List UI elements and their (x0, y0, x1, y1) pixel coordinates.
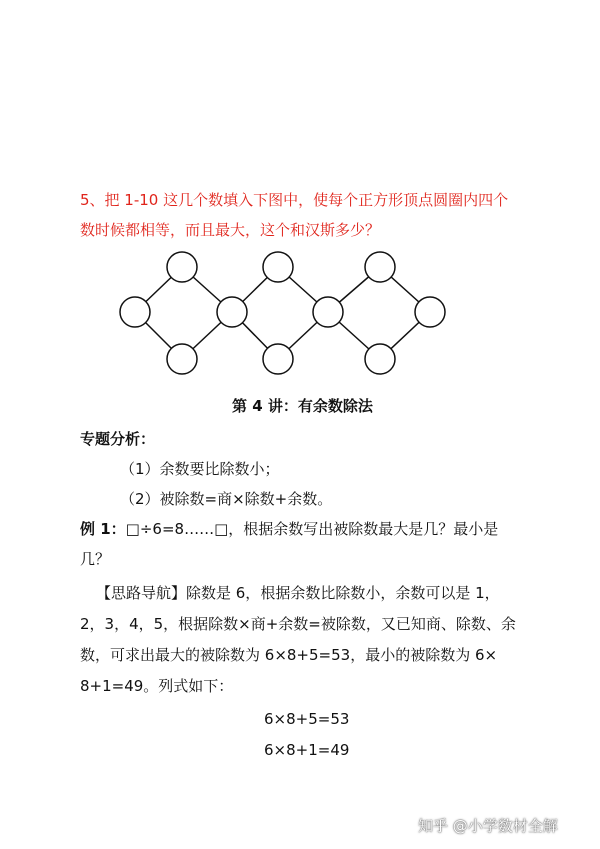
example1-line1 (80, 519, 498, 539)
circle-bottom-2 (263, 344, 293, 374)
equation-2: 6×8+1=49 (264, 741, 350, 759)
guide-line1: 【思路导航】除数是 6，根据余数比除数小，余数可以是 1， (96, 584, 500, 602)
circle-top-3 (365, 252, 395, 282)
circle-left-1 (120, 297, 150, 327)
guide-line4: 8+1=49。列式如下： (80, 677, 234, 695)
analysis-point-2: （2）被除数=商×除数+余数。 (120, 490, 333, 508)
analysis-point-1: （1）余数要比除数小； (120, 460, 280, 478)
guide-line3: 数，可求出最大的被除数为 6×8+5=53，最小的被除数为 6× (80, 646, 498, 664)
problem5-line2: 数时候都相等，而且最大，这个和汉斯多少？ (80, 221, 381, 239)
circle-top-1 (167, 252, 197, 282)
guide-line2: 2，3，4，5，根据除数×商+余数=被除数，又已知商、除数、余 (80, 615, 516, 633)
equation-1: 6×8+5=53 (264, 710, 350, 728)
circle-bottom-3 (365, 344, 395, 374)
lesson-title: 第 4 讲：有余数除法 (232, 397, 373, 415)
problem5-line1: 5、把 1-10 这几个数填入下图中，使每个正方形顶点圆圈内四个 (80, 191, 509, 209)
example1-line2: 几？ (80, 550, 111, 568)
circle-bottom-1 (167, 344, 197, 374)
zhihu-watermark: 知乎 @小学数材全解 (418, 817, 558, 835)
circle-top-2 (263, 252, 293, 282)
analysis-heading: 专题分析： (80, 430, 156, 448)
example-label: 例 1： (80, 520, 126, 538)
vertex-circles (120, 252, 445, 374)
circle-shared-2-3 (313, 297, 343, 327)
example-text: □÷6=8……□，根据余数写出被除数最大是几？最小是 (125, 520, 499, 538)
circle-shared-1-2 (217, 297, 247, 327)
three-squares-circle-diagram (110, 240, 455, 385)
circle-right-3 (415, 297, 445, 327)
